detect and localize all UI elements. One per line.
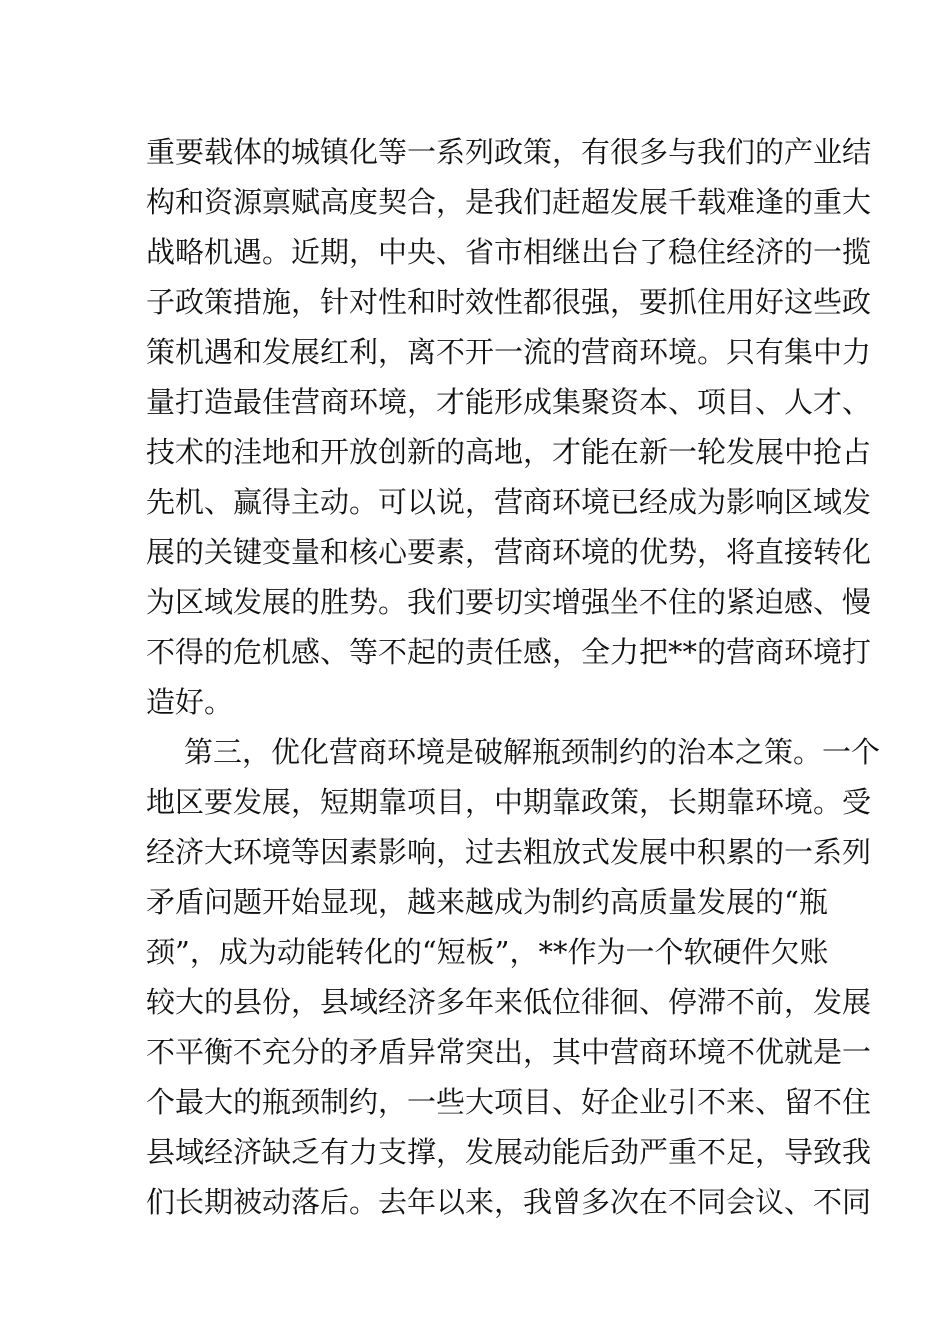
text-line: 第三，优化营商环境是破解瓶颈制约的治本之策。一个 [184, 735, 881, 769]
text-line: 矛盾问题开始显现，越来越成为制约高质量发展的“瓶 [146, 885, 828, 919]
text-line: 地区要发展，短期靠项目，中期靠政策，长期靠环境。受 [146, 785, 872, 819]
text-line: 较大的县份，县域经济多年来低位徘徊、停滞不前，发展 [146, 985, 872, 1019]
text-line: 们长期被动落后。去年以来，我曾多次在不同会议、不同 [146, 1185, 872, 1219]
text-line: 为区域发展的胜势。我们要切实增强坐不住的紧迫感、慢 [146, 585, 872, 619]
paragraph-1 [146, 127, 872, 727]
text-line: 不平衡不充分的矛盾异常突出，其中营商环境不优就是一 [146, 1035, 872, 1069]
text-line: 先机、赢得主动。可以说，营商环境已经成为影响区域发 [146, 485, 872, 519]
text-line: 子政策措施，针对性和时效性都很强，要抓住用好这些政 [146, 285, 872, 319]
text-line: 策机遇和发展红利，离不开一流的营商环境。只有集中力 [146, 335, 872, 369]
paragraph-2 [146, 727, 881, 1227]
text-line: 颈”，成为动能转化的“短板”，**作为一个软硬件欠账 [146, 935, 829, 969]
text-line: 个最大的瓶颈制约，一些大项目、好企业引不来、留不住 [146, 1085, 872, 1119]
text-line: 战略机遇。近期，中央、省市相继出台了稳住经济的一揽 [146, 235, 872, 269]
text-line: 技术的洼地和开放创新的高地，才能在新一轮发展中抢占 [146, 435, 872, 469]
text-line: 量打造最佳营商环境，才能形成集聚资本、项目、人才、 [146, 385, 872, 419]
text-line: 展的关键变量和核心要素，营商环境的优势，将直接转化 [146, 535, 872, 569]
text-line: 造好。 [146, 685, 234, 719]
text-line: 经济大环境等因素影响，过去粗放式发展中积累的一系列 [146, 835, 872, 869]
text-line: 不得的危机感、等不起的责任感，全力把**的营商环境打 [146, 635, 872, 669]
text-line: 重要载体的城镇化等一系列政策，有很多与我们的产业结 [146, 135, 872, 169]
text-line: 构和资源禀赋高度契合，是我们赶超发展千载难逢的重大 [146, 185, 872, 219]
document-body [146, 127, 881, 1227]
text-line: 县域经济缺乏有力支撑，发展动能后劲严重不足，导致我 [146, 1135, 872, 1169]
